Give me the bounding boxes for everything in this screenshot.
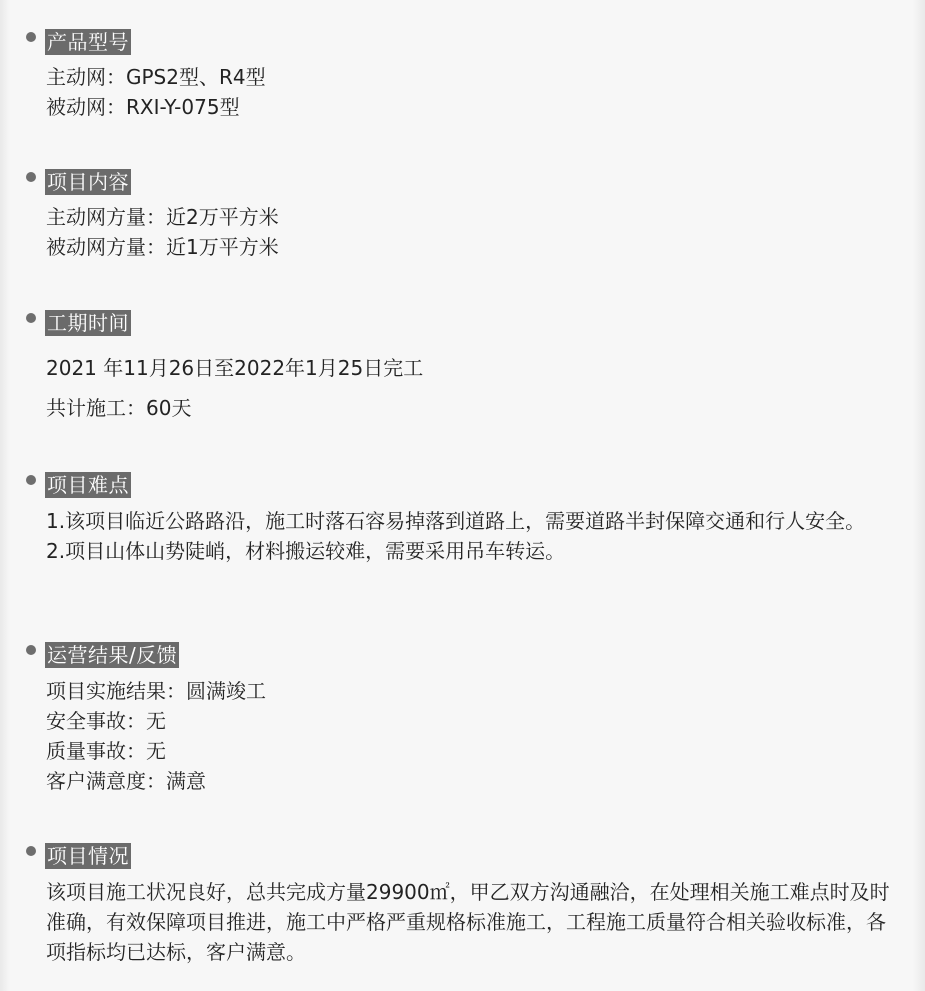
bullet-dot-icon [26,846,36,856]
bullet-dot-icon [26,172,36,182]
body-line: 主动网：GPS2型、R4型 [46,65,266,89]
body-line: 项目实施结果：圆满竣工 [46,679,266,703]
body-line: 1.该项目临近公路路沿，施工时落石容易掉落到道路上，需要道路半封保障交通和行人安全。 [46,509,866,533]
bullet-dot-icon [26,475,36,485]
body-line: 被动网方量：近1万平方米 [46,235,279,259]
section-body [46,202,891,262]
section-body [46,348,891,428]
section-heading: 项目情况 [47,844,129,868]
section-heading: 项目内容 [47,170,129,194]
section-heading: 工期时间 [47,311,129,335]
bullet-dot-icon [26,32,36,42]
body-line: 被动网：RXI-Y-075型 [46,95,240,119]
body-line: 安全事故：无 [46,709,166,733]
bullet-dot-icon [26,645,36,655]
section-heading: 产品型号 [47,30,129,54]
body-line: 该项目施工状况良好，总共完成方量29900㎡，甲乙双方沟通融洽，在处理相关施工难点时及时准确，有效保障项目推进，施工中严格严重规格标准施工，工程施工质量符合相关验收标准，各项指标均已达标，客户满意。 [46,880,890,964]
section-heading: 项目难点 [47,473,129,497]
section-body [46,62,891,122]
body-line: 客户满意度：满意 [46,769,206,793]
body-line: 2021 年11月26日至2022年1月25日完工 [46,356,424,380]
page-right-shadow [913,0,925,991]
body-line: 2.项目山体山势陡峭，材料搬运较难，需要采用吊车转运。 [46,539,566,563]
bullet-dot-icon [26,313,36,323]
body-line: 共计施工：60天 [46,396,192,420]
body-line: 质量事故：无 [46,739,166,763]
section-body [46,676,891,796]
section-heading: 运营结果/反馈 [47,643,178,667]
section-body [46,506,891,566]
body-line: 主动网方量：近2万平方米 [46,205,279,229]
page-left-shadow [0,0,10,991]
section-body [46,877,891,967]
